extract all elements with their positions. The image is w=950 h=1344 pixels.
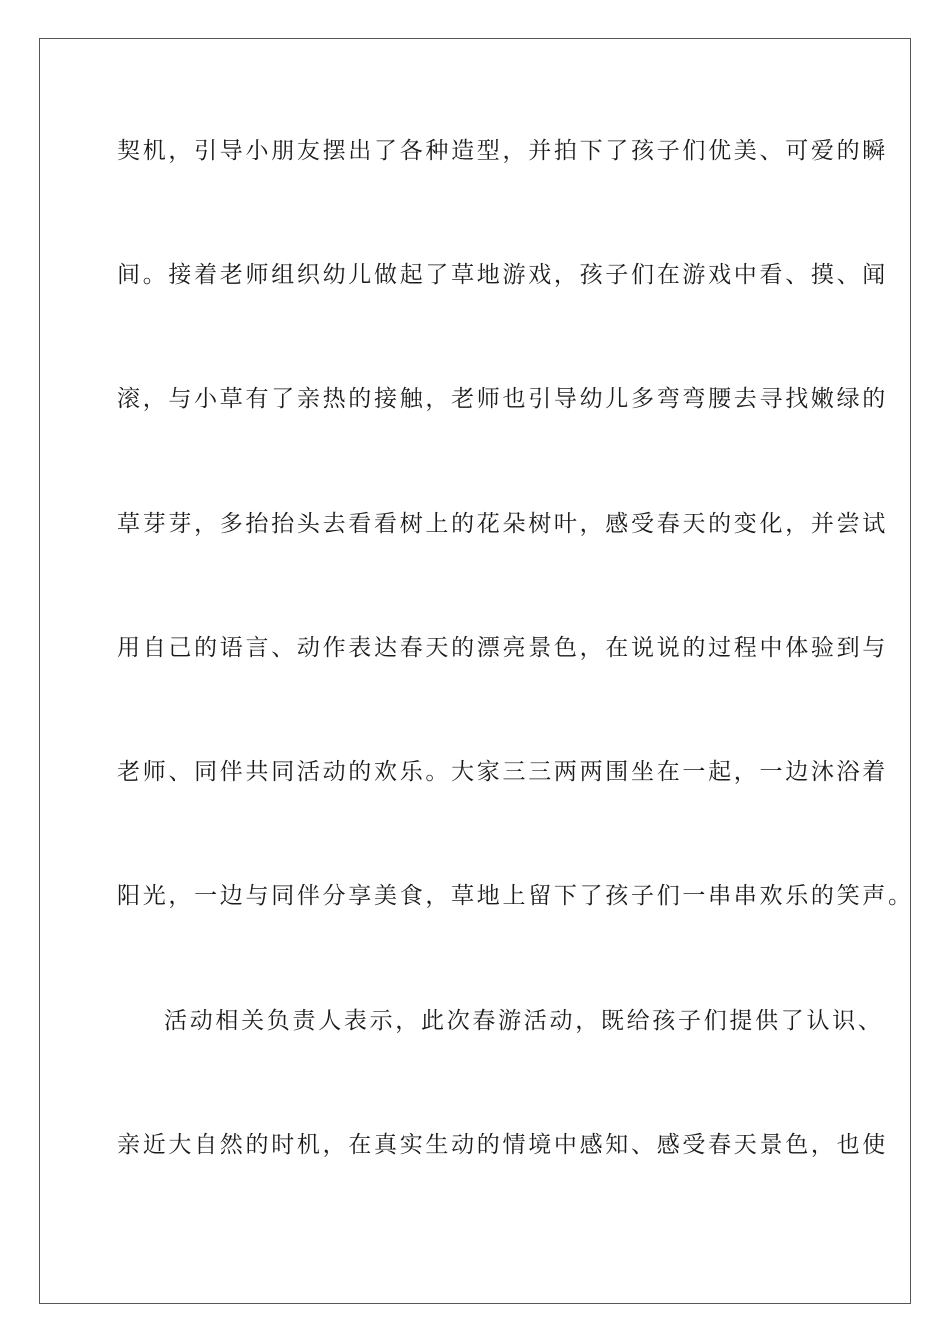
- paragraph-line-5: 用自己的语言、动作表达春天的漂亮景色，在说说的过程中体验到与: [117, 635, 888, 661]
- paragraph-line-6: 老师、同伴共同活动的欢乐。大家三三两两围坐在一起，一边沐浴着: [117, 759, 888, 785]
- paragraph-line-2: 间。接着老师组织幼儿做起了草地游戏，孩子们在游戏中看、摸、闻: [117, 262, 888, 288]
- page-border: [39, 38, 914, 1304]
- paragraph-line-4: 草芽芽，多抬抬头去看看树上的花朵树叶，感受春天的变化，并尝试: [117, 511, 888, 537]
- paragraph-line-8: 活动相关负责人表示，此次春游活动，既给孩子们提供了认识、: [164, 1008, 884, 1034]
- paragraph-line-3: 滚，与小草有了亲热的接触，老师也引导幼儿多弯弯腰去寻找嫩绿的: [117, 386, 888, 412]
- paragraph-line-9: 亲近大自然的时机，在真实生动的情境中感知、感受春天景色，也使: [117, 1132, 888, 1158]
- paragraph-line-1: 契机，引导小朋友摆出了各种造型，并拍下了孩子们优美、可爱的瞬: [117, 138, 888, 164]
- paragraph-line-7: 阳光，一边与同伴分享美食，草地上留下了孩子们一串串欢乐的笑声。: [117, 883, 914, 909]
